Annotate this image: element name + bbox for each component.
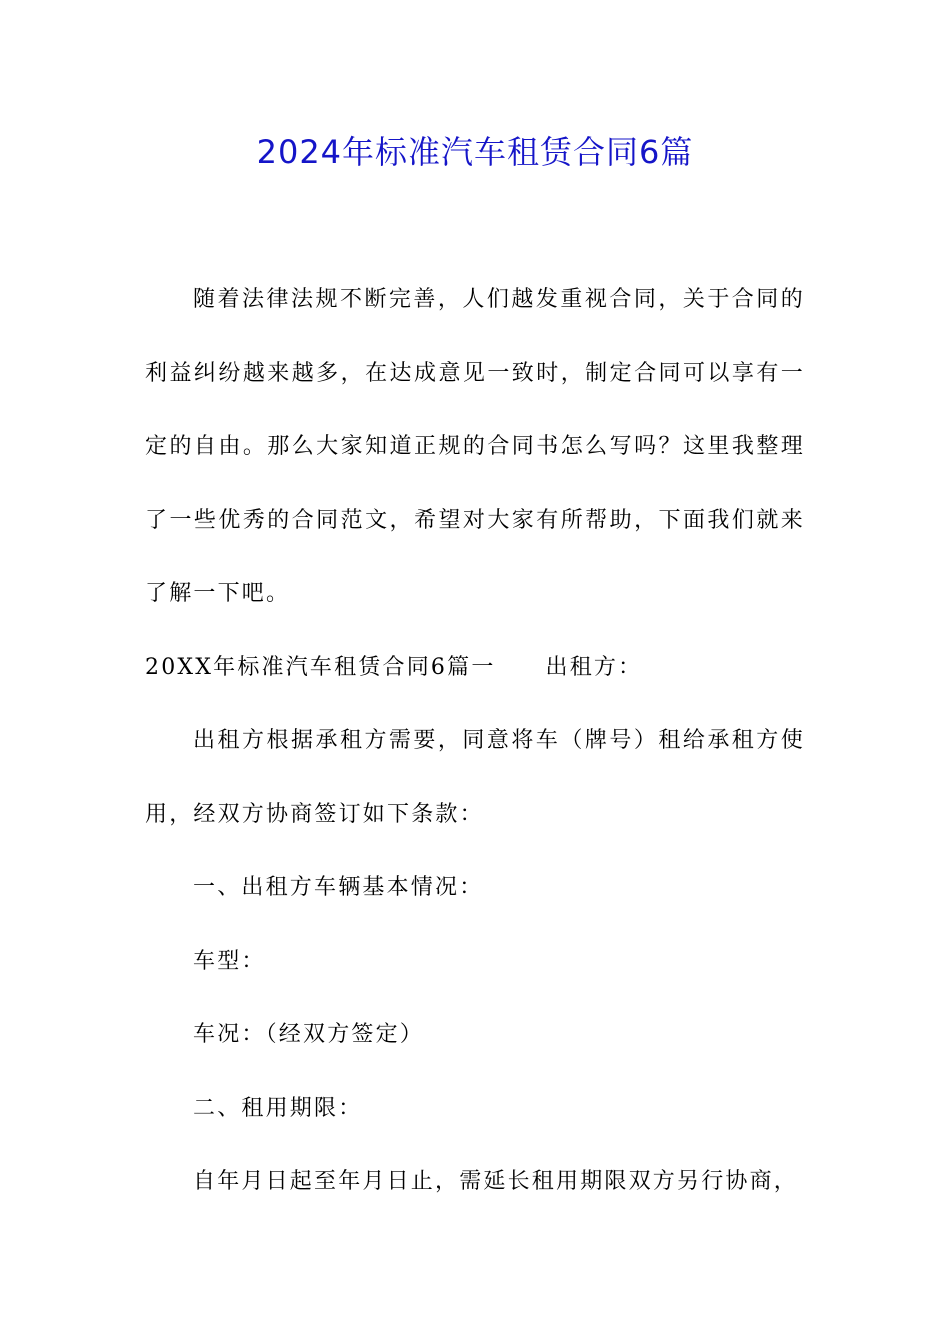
document-title: 2024年标准汽车租赁合同6篇 — [256, 133, 694, 171]
vehicle-model-line: 车型： — [193, 948, 266, 974]
intro-paragraph: 随着法律法规不断完善，人们越发重视合同，关于合同的利益纠纷越来越多，在达成意见一致时，制定合同可以享有一定的自由。那么大家知道正规的合同书怎么写吗？这里我整理了一些优秀的合同范文，希望对大家有所帮助，下面我们就来了解一下吧。 — [145, 287, 805, 606]
clause-2-heading: 二、租用期限： — [193, 1095, 363, 1121]
section-heading: 20XX年标准汽车租赁合同6篇一 — [145, 654, 496, 680]
clause-1-heading: 一、出租方车辆基本情况： — [193, 875, 484, 900]
document-body — [145, 263, 805, 1219]
section-heading-line — [145, 631, 805, 705]
rental-paragraph: 出租方根据承租方需要，同意将车（牌号）租给承租方使用，经双方协商签订如下条款： — [145, 728, 805, 827]
lessor-label: 出租方： — [545, 654, 643, 680]
vehicle-condition-line: 车况：（经双方签定） — [193, 1022, 425, 1047]
rental-period-paragraph: 自年月日起至年月日止，需延长租用期限双方另行协商， — [193, 1169, 799, 1194]
